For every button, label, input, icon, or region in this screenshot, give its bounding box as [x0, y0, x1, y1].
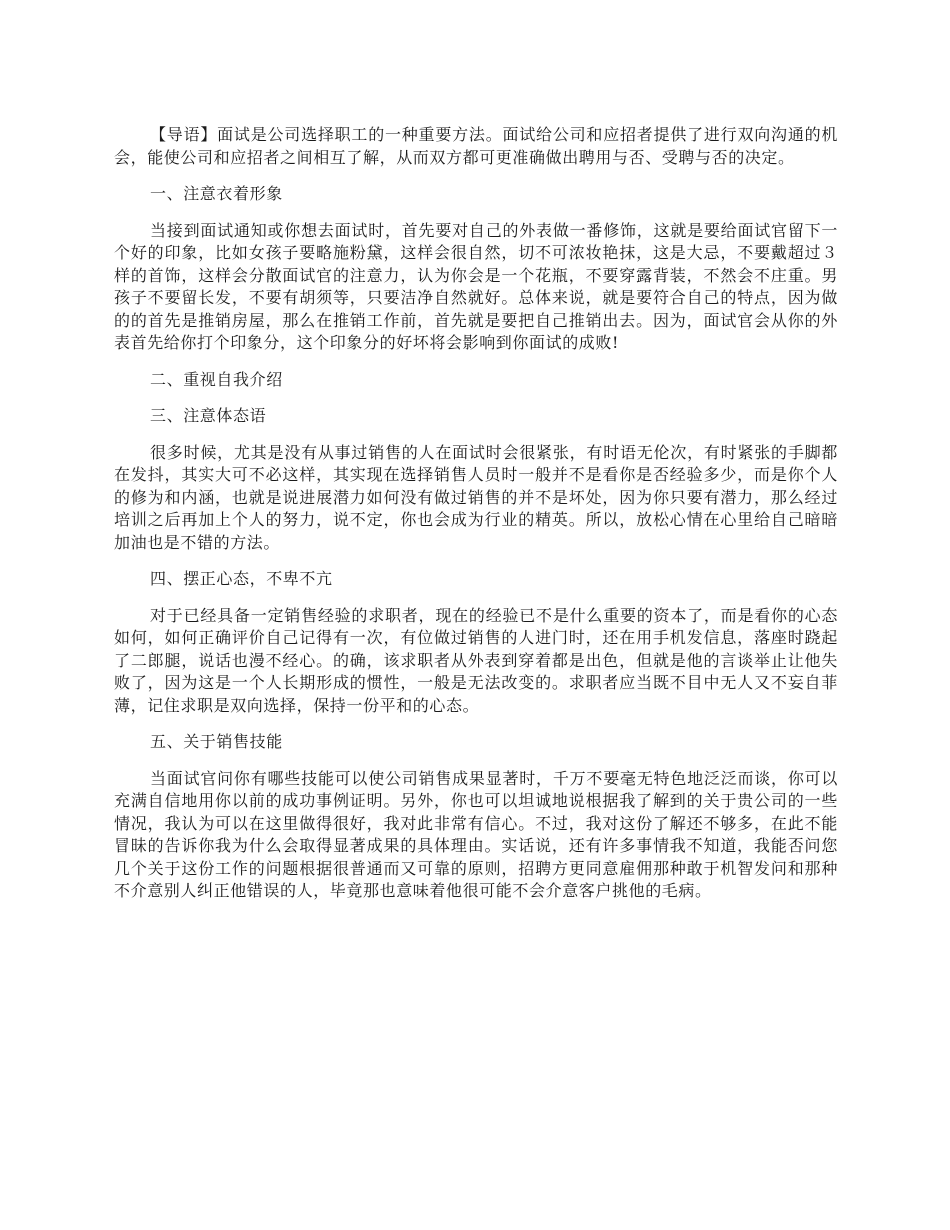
section-body-3: 很多时候，尤其是没有从事过销售的人在面试时会很紧张，有时语无伦次，有时紧张的手脚都在发抖，其实大可不必这样，其实现在选择销售人员时一般并不是看你是否经验多少，而是你个人的修为和内涵，也就是说进展潜力如何没有做过销售的并不是坏处，因为你只要有潜力，那么经过培训之后再加上个人的努力，说不定，你也会成为行业的精英。所以，放松心情在心里给自己暗暗加油也是不错的方法。 [114, 442, 838, 552]
section-body-4: 对于已经具备一定销售经验的求职者，现在的经验已不是什么重要的资本了，而是看你的心态如何，如何正确评价自己记得有一次，有位做过销售的人进门时，还在用手机发信息，落座时跷起了二郎腿，说话也漫不经心。的确，该求职者从外表到穿着都是出色，但就是他的言谈举止让他失败了，因为这是一个人长期形成的惯性，一般是无法改变的。求职者应当既不目中无人又不妄自菲薄，记住求职是双向选择，保持一份平和的心态。 [114, 605, 838, 715]
section-heading-4: 四、摆正心态，不卑不亢 [150, 569, 333, 588]
intro-paragraph: 【导语】面试是公司选择职工的一种重要方法。面试给公司和应招者提供了进行双向沟通的机会，能使公司和应招者之间相互了解，从而双方都可更准确做出聘用与否、受聘与否的决定。 [114, 125, 838, 167]
spacer [114, 391, 838, 405]
document-page [114, 124, 838, 903]
spacer [114, 355, 838, 369]
spacer [114, 428, 838, 442]
section-heading-1: 一、注意衣着形象 [150, 184, 283, 203]
section-body-1: 当接到面试通知或你想去面试时，首先要对自己的外表做一番修饰，这就是要给面试官留下一个好的印象，比如女孩子要略施粉黛，这样会很自然，切不可浓妆艳抹，这是大忌，不要戴超过３样的首饰，这样会分散面试官的注意力，认为你会是一个花瓶，不要穿露背装，不然会不庄重。男孩子不要留长发，不要有胡须等，只要洁净自然就好。总体来说，就是要符合自己的特点，因为做的的首先是推销房屋，那么在推销工作前，首先就是要把自己推销出去。因为，面试官会从你的外表首先给你打个印象分，这个印象分的好坏将会影响到你面试的成败! [114, 220, 838, 352]
spacer [114, 206, 838, 220]
spacer [114, 591, 838, 605]
spacer [114, 554, 838, 568]
section-heading-3: 三、注意体态语 [150, 406, 267, 425]
spacer [114, 169, 838, 183]
section-heading-2: 二、重视自我介绍 [150, 369, 283, 389]
spacer [114, 754, 838, 768]
section-heading-5: 五、关于销售技能 [150, 732, 283, 751]
section-body-5: 当面试官问你有哪些技能可以使公司销售成果显著时，千万不要毫无特色地泛泛而谈，你可以充满自信地用你以前的成功事例证明。另外，你也可以坦诚地说根据我了解到的关于贵公司的一些情况，我认为可以在这里做得很好，我对此非常有信心。不过，我对这份了解还不够多，在此不能冒昧的告诉你我为什么会取得显著成果的具体理由。实话说，还有许多事情我不知道，我能否问您几个关于这份工作的问题根据很普通而又可靠的原则，招聘方更同意雇佣那种敢于机智发问和那种不介意别人纠正他错误的人，毕竟那也意味着他很可能不会介意客户挑他的毛病。 [114, 768, 838, 900]
spacer [114, 717, 838, 731]
